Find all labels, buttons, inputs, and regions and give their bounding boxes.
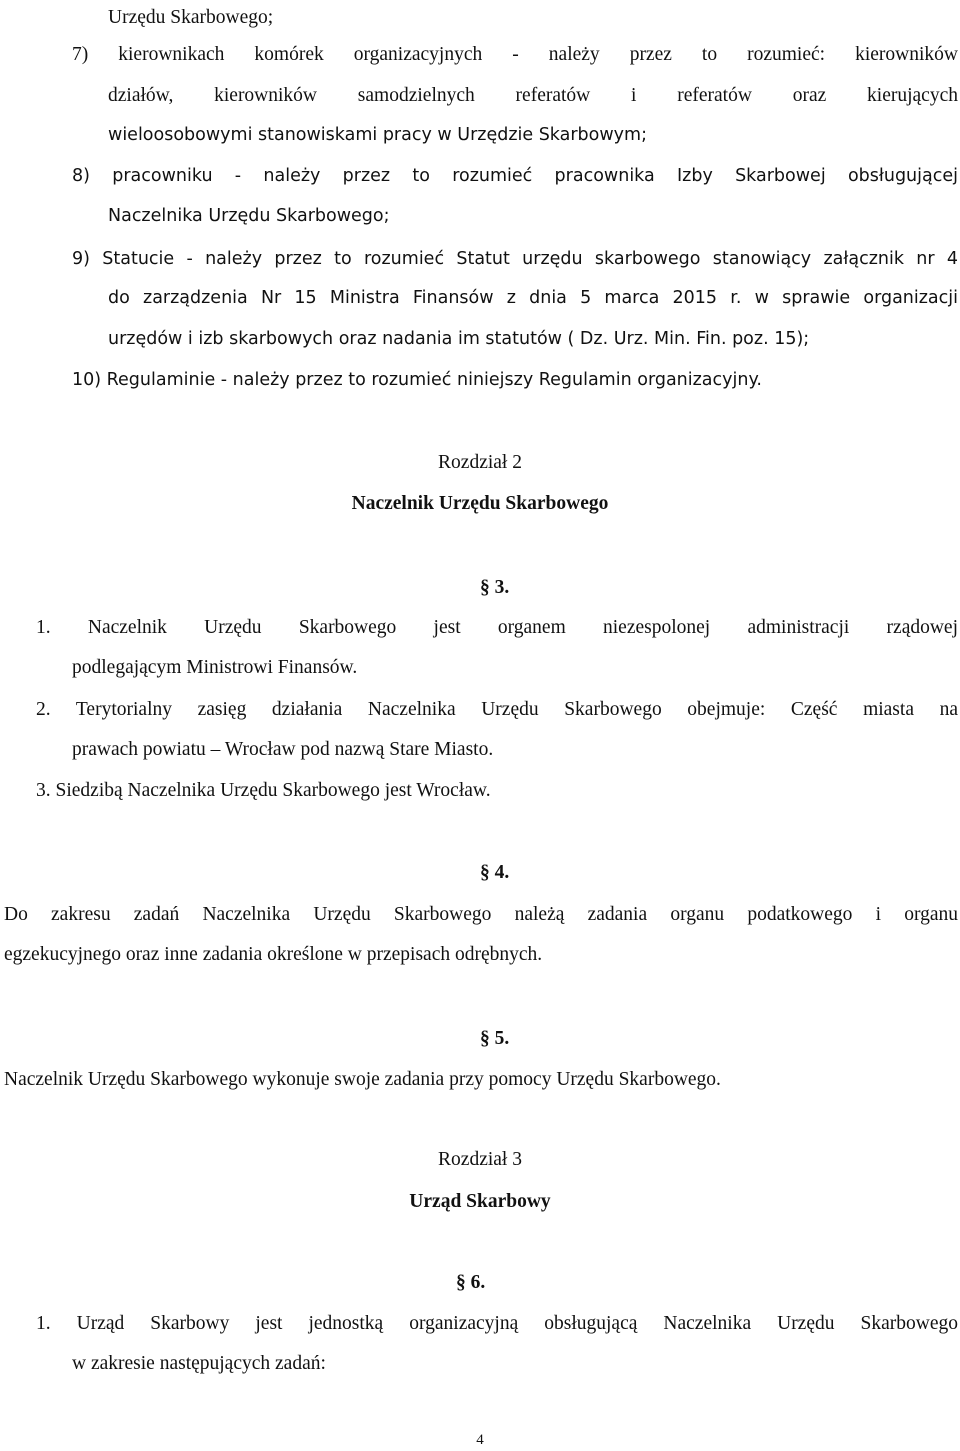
text-line: do zarządzenia Nr 15 Ministra Finansów z dnia 5 marca 2015 r. w sprawie organizacji: [108, 288, 958, 308]
text-line: w zakresie następujących zadań:: [72, 1353, 326, 1374]
section-sign: §: [480, 577, 490, 598]
chapter-label: Rozdział 3: [438, 1149, 522, 1170]
page-number: 4: [476, 1432, 484, 1448]
section-sign: §: [456, 1272, 466, 1293]
paragraph-6-1: 1. Urząd Skarbowy jest jednostką organizacyjną obsługującą Naczelnika Urzędu Skarbowego: [36, 1313, 958, 1334]
section-5: [480, 1028, 509, 1050]
section-number: 4.: [494, 862, 510, 883]
paragraph-4: Do zakresu zadań Naczelnika Urzędu Skarbowego należą zadania organu podatkowego i organu: [4, 904, 958, 925]
text-line: Urzędu Skarbowego;: [108, 7, 274, 28]
text-line: podlegającym Ministrowi Finansów.: [72, 657, 358, 678]
section-4: [480, 862, 509, 884]
chapter-label: Rozdział 2: [438, 452, 522, 473]
section-3: [480, 577, 509, 599]
section-number: 3.: [494, 577, 510, 598]
text-line: egzekucyjnego oraz inne zadania określone w przepisach odrębnych.: [4, 944, 543, 965]
paragraph-5: Naczelnik Urzędu Skarbowego wykonuje swoje zadania przy pomocy Urzędu Skarbowego.: [4, 1069, 721, 1090]
section-sign: §: [480, 1028, 490, 1049]
section-number: 5.: [494, 1028, 510, 1049]
list-item-9: 9) Statucie - należy przez to rozumieć Statut urzędu skarbowego stanowiący załącznik nr 4: [72, 249, 958, 269]
list-item-10: 10) Regulaminie - należy przez to rozumieć niniejszy Regulamin organizacyjny.: [72, 370, 762, 390]
text-line: wieloosobowymi stanowiskami pracy w Urzędzie Skarbowym;: [108, 125, 647, 145]
section-sign: §: [480, 862, 490, 883]
paragraph-3-1: 1. Naczelnik Urzędu Skarbowego jest organem niezespolonej administracji rządowej: [36, 617, 958, 638]
text-line: działów, kierowników samodzielnych referatów i referatów oraz kierujących: [108, 85, 958, 106]
text-line: Naczelnika Urzędu Skarbowego;: [108, 206, 390, 226]
section-6: [456, 1272, 485, 1294]
chapter-title: Naczelnik Urzędu Skarbowego: [351, 493, 609, 514]
list-item-7: 7) kierownikach komórek organizacyjnych - należy przez to rozumieć: kierowników: [72, 44, 958, 65]
list-item-8: 8) pracowniku - należy przez to rozumieć pracownika Izby Skarbowej obsługującej: [72, 166, 958, 186]
paragraph-3-3: 3. Siedzibą Naczelnika Urzędu Skarbowego jest Wrocław.: [36, 780, 491, 801]
text-line: prawach powiatu – Wrocław pod nazwą Stare Miasto.: [72, 739, 494, 760]
paragraph-3-2: 2. Terytorialny zasięg działania Naczelnika Urzędu Skarbowego obejmuje: Część miasta na: [36, 699, 958, 720]
chapter-title: Urząd Skarbowy: [409, 1191, 551, 1212]
text-line: urzędów i izb skarbowych oraz nadania im statutów ( Dz. Urz. Min. Fin. poz. 15);: [108, 329, 810, 349]
section-number: 6.: [470, 1272, 486, 1293]
